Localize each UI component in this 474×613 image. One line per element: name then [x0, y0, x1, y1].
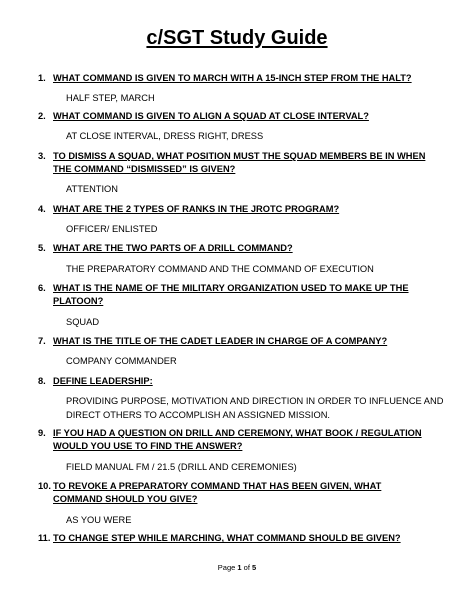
question-text: TO CHANGE STEP WHILE MARCHING, WHAT COMMAND SHOULD BE GIVEN? — [53, 533, 401, 543]
answer-text: THE PREPARATORY COMMAND AND THE COMMAND OF EXECUTION — [66, 264, 374, 274]
question-number: 3. — [38, 151, 46, 161]
answer-text: COMPANY COMMANDER — [66, 356, 177, 366]
answer-text: FIELD MANUAL FM / 21.5 (DRILL AND CEREMONIES) — [66, 462, 297, 472]
question-number: 9. — [38, 428, 46, 438]
answer-text: OFFICER/ ENLISTED — [66, 224, 158, 234]
question-text: WHAT IS THE NAME OF THE MILITARY ORGANIZATION USED TO MAKE UP THE PLATOON? — [53, 283, 409, 306]
question-text: WHAT ARE THE TWO PARTS OF A DRILL COMMAND? — [53, 243, 293, 253]
question-text: TO DISMISS A SQUAD, WHAT POSITION MUST THE SQUAD MEMBERS BE IN WHEN THE COMMAND “DISMISSED” IS GIVEN? — [53, 151, 426, 174]
question-text: WHAT IS THE TITLE OF THE CADET LEADER IN CHARGE OF A COMPANY? — [53, 336, 388, 346]
answer-text: PROVIDING PURPOSE, MOTIVATION AND DIRECTION IN ORDER TO INFLUENCE AND DIRECT OTHERS TO ACCOMPLISH AN ASSIGNED MISSION. — [66, 396, 444, 420]
question-number: 1. — [38, 73, 46, 83]
page-footer — [0, 563, 474, 573]
question-number: 10. — [38, 481, 51, 491]
question-text: DEFINE LEADERSHIP: — [53, 376, 153, 386]
footer-page-middle: of — [241, 563, 253, 572]
page-title: c/SGT Study Guide — [146, 27, 328, 49]
question-text: IF YOU HAD A QUESTION ON DRILL AND CEREMONY, WHAT BOOK / REGULATION WOULD YOU USE TO FIND THE ANSWER? — [53, 428, 422, 451]
question-number: 11. — [38, 533, 51, 543]
question-number: 7. — [38, 336, 46, 346]
question-number: 5. — [38, 243, 46, 253]
answer-text: AT CLOSE INTERVAL, DRESS RIGHT, DRESS — [66, 131, 264, 141]
question-number: 2. — [38, 111, 46, 121]
footer-page-prefix: Page — [217, 563, 238, 572]
answer-text: HALF STEP, MARCH — [66, 93, 155, 103]
question-number: 6. — [38, 283, 46, 293]
question-number: 4. — [38, 204, 46, 214]
answer-text: SQUAD — [66, 317, 100, 327]
answer-text: AS YOU WERE — [66, 515, 132, 525]
question-text: WHAT COMMAND IS GIVEN TO MARCH WITH A 15-INCH STEP FROM THE HALT? — [53, 73, 412, 83]
footer-page-total: 5 — [252, 563, 257, 572]
footer-page-current: 1 — [237, 563, 242, 572]
question-number: 8. — [38, 376, 46, 386]
question-text: TO REVOKE A PREPARATORY COMMAND THAT HAS BEEN GIVEN, WHAT COMMAND SHOULD YOU GIVE? — [53, 481, 382, 504]
question-text: WHAT ARE THE 2 TYPES OF RANKS IN THE JROTC PROGRAM? — [53, 204, 340, 214]
question-text: WHAT COMMAND IS GIVEN TO ALIGN A SQUAD AT CLOSE INTERVAL? — [53, 111, 369, 121]
answer-text: ATTENTION — [66, 184, 118, 194]
